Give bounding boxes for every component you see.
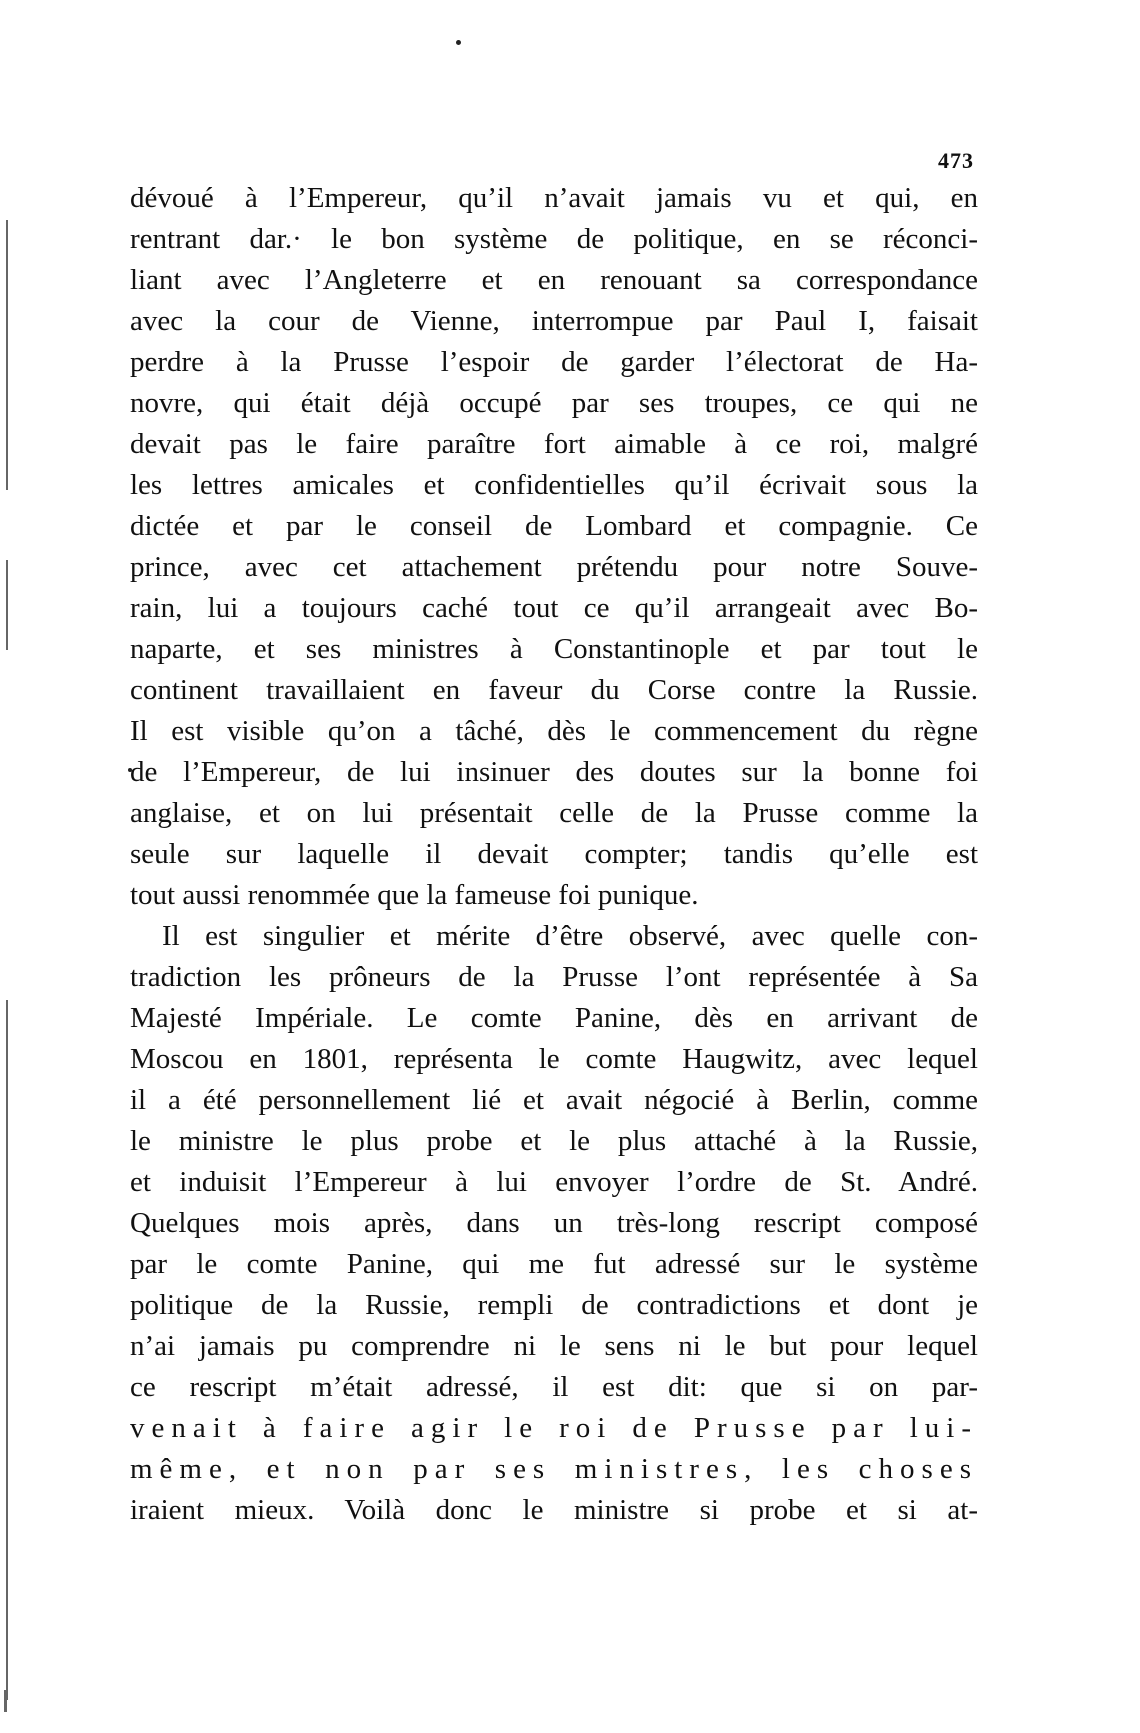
text-line: anglaise, et on lui présentait celle de la Prusse comme la	[130, 797, 978, 829]
text-line: liant avec l’Angleterre et en renouant sa correspondance	[130, 264, 978, 296]
page-number: 473	[938, 148, 974, 173]
left-margin-mark	[6, 560, 8, 650]
text-line: perdre à la Prusse l’espoir de garder l’électorat de Ha-	[130, 346, 978, 378]
text-line: dévoué à l’Empereur, qu’il n’avait jamais vu et qui, en	[130, 182, 978, 214]
text-line: même, et non par ses ministres, les choses	[130, 1453, 978, 1485]
scan-speck	[456, 40, 461, 45]
text-line: Il est singulier et mérite d’être observé, avec quelle con-	[162, 920, 978, 952]
left-margin-mark	[4, 1690, 7, 1712]
text-line: devait pas le faire paraître fort aimable à ce roi, malgré	[130, 428, 978, 460]
text-line: les lettres amicales et confidentielles qu’il écrivait sous la	[130, 469, 978, 501]
text-line: Il est visible qu’on a tâché, dès le commencement du règne	[130, 715, 978, 747]
left-margin-mark	[6, 220, 8, 490]
text-line: politique de la Russie, rempli de contradictions et dont je	[130, 1289, 978, 1321]
text-line: rain, lui a toujours caché tout ce qu’il arrangeait avec Bo-	[130, 592, 978, 624]
left-margin-mark	[6, 1000, 8, 1700]
text-line: et induisit l’Empereur à lui envoyer l’ordre de St. André.	[130, 1166, 978, 1198]
text-line: iraient mieux. Voilà donc le ministre si probe et si at-	[130, 1494, 978, 1526]
text-line: n’ai jamais pu comprendre ni le sens ni le but pour lequel	[130, 1330, 978, 1362]
text-line: avec la cour de Vienne, interrompue par Paul I, faisait	[130, 305, 978, 337]
text-line: Majesté Impériale. Le comte Panine, dès en arrivant de	[130, 1002, 978, 1034]
text-line: par le comte Panine, qui me fut adressé sur le système	[130, 1248, 978, 1280]
text-line: novre, qui était déjà occupé par ses troupes, ce qui ne	[130, 387, 978, 419]
text-line: dictée et par le conseil de Lombard et compagnie. Ce	[130, 510, 978, 542]
body-text	[130, 178, 978, 1531]
text-line: Quelques mois après, dans un très-long rescript composé	[130, 1207, 978, 1239]
text-line: seule sur laquelle il devait compter; tandis qu’elle est	[130, 838, 978, 870]
text-line: prince, avec cet attachement prétendu pour notre Souve-	[130, 551, 978, 583]
text-line: rentrant dar.· le bon système de politique, en se réconci-	[130, 223, 978, 255]
text-line: de l’Empereur, de lui insinuer des doutes sur la bonne foi	[130, 756, 978, 788]
text-line: il a été personnellement lié et avait négocié à Berlin, comme	[130, 1084, 978, 1116]
text-line: naparte, et ses ministres à Constantinople et par tout le	[130, 633, 978, 665]
text-line: continent travaillaient en faveur du Corse contre la Russie.	[130, 674, 978, 706]
text-line: tout aussi renommée que la fameuse foi punique.	[130, 879, 699, 911]
text-line: Moscou en 1801, représenta le comte Haugwitz, avec lequel	[130, 1043, 978, 1075]
text-line: le ministre le plus probe et le plus attaché à la Russie,	[130, 1125, 978, 1157]
text-line: venait à faire agir le roi de Prusse par lui-	[130, 1412, 978, 1444]
text-line: tradiction les prôneurs de la Prusse l’ont représentée à Sa	[130, 961, 978, 993]
text-line: ce rescript m’était adressé, il est dit: que si on par-	[130, 1371, 978, 1403]
